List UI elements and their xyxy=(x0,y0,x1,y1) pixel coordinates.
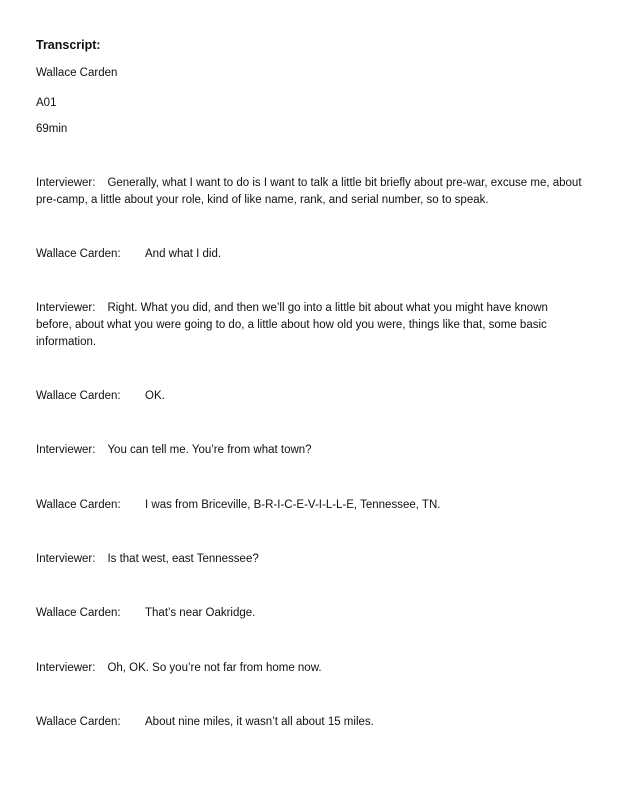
utterance-text: That’s near Oakridge. xyxy=(145,607,256,619)
dialogue-turn xyxy=(36,714,582,731)
dialogue-turn xyxy=(36,497,582,514)
dialogue-turn xyxy=(36,388,582,405)
utterance-text: Is that west, east Tennessee? xyxy=(107,553,259,565)
dialogue-turn xyxy=(36,660,582,677)
interview-code: A01 xyxy=(36,97,57,109)
utterance-text: And what I did. xyxy=(145,248,222,260)
speaker-label: Wallace Carden: xyxy=(36,607,121,619)
dialogue-turn xyxy=(36,551,582,568)
dialogue-turn xyxy=(36,442,582,459)
utterance-text: OK. xyxy=(145,390,165,402)
dialogue-turn xyxy=(36,605,582,622)
utterance-text: Oh, OK. So you’re not far from home now. xyxy=(107,662,322,674)
utterance-text: You can tell me. You’re from what town? xyxy=(107,444,312,456)
speaker-label: Wallace Carden: xyxy=(36,248,121,260)
interviewee-name: Wallace Carden xyxy=(36,67,118,79)
speaker-label: Wallace Carden: xyxy=(36,499,121,511)
speaker-label: Interviewer: xyxy=(36,177,96,189)
utterance-text: I was from Briceville, B-R-I-C-E-V-I-L-L-E, Tennessee, TN. xyxy=(145,499,441,511)
utterance-text: About nine miles, it wasn’t all about 15 miles. xyxy=(145,716,374,728)
dialogue-turn xyxy=(36,246,582,263)
speaker-label: Interviewer: xyxy=(36,553,96,565)
speaker-label: Wallace Carden: xyxy=(36,716,121,728)
transcript-title: Transcript: xyxy=(36,38,101,52)
utterance-text: Generally, what I want to do is I want to talk a little bit briefly about pre-war, excuse me, about pre-camp, a little about your role, kind of like name, rank, and serial number, so to speak. xyxy=(36,177,582,206)
speaker-label: Interviewer: xyxy=(36,444,96,456)
speaker-label: Wallace Carden: xyxy=(36,390,121,402)
dialogue-turn xyxy=(36,175,582,209)
speaker-label: Interviewer: xyxy=(36,662,96,674)
dialogue-turn xyxy=(36,300,582,351)
utterance-text: Right. What you did, and then we’ll go into a little bit about what you might have known before, about what you were going to do, a little about how old you were, things like that, some basic information. xyxy=(36,302,548,348)
speaker-label: Interviewer: xyxy=(36,302,96,314)
interview-duration: 69min xyxy=(36,123,68,135)
